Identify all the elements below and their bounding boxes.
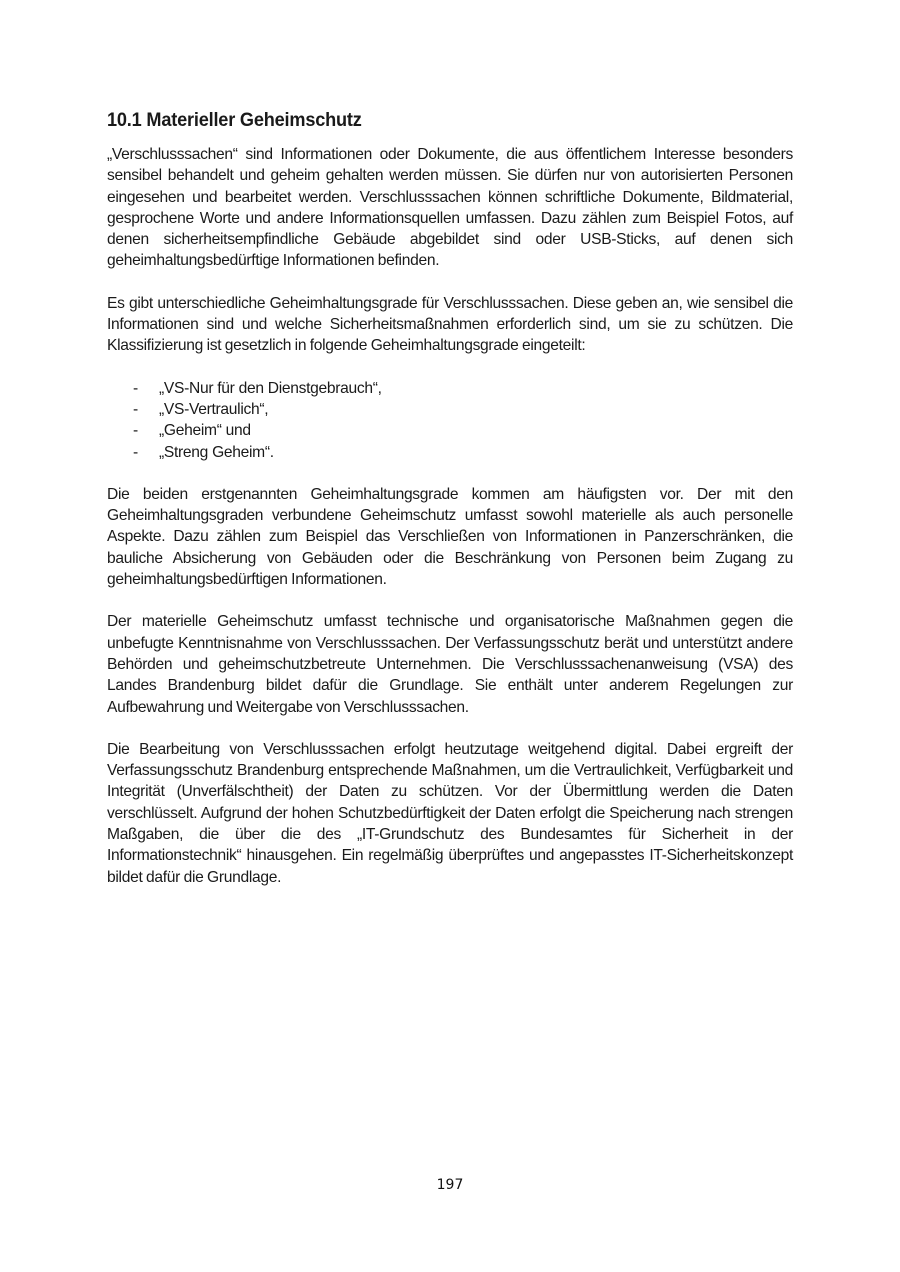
paragraph-geheimschutz-aspekte: Die beiden erstgenannten Geheimhaltungsgrade kommen am häufigsten vor. Der mit den Geheimhaltungsgraden verbundene Geheimschutz umfasst sowohl materielle als auch personelle Aspekte. Dazu zählen zum Beispiel das Verschließen von Informationen in Panzerschränken, die bauliche Absicherung von Gebäuden oder die Beschränkung von Personen beim Zugang zu geheimhaltungsbedürftigen Informationen. — [107, 485, 793, 589]
paragraph-verschlusssachen: „Verschlusssachen“ sind Informationen oder Dokumente, die aus öffentlichem Interesse besonders sensibel behandelt und geheim gehalten werden müssen. Sie dürfen nur von autorisierten Personen eingesehen und bearbeitet werden. Verschlusssachen können schriftliche Dokumente, Bildmaterial, gesprochene Worte und andere Informationsquellen umfassen. Dazu zählen zum Beispiel Fotos, auf denen sicherheitsempfindliche Gebäude abgebildet sind oder USB-Sticks, auf denen sich geheimhaltungsbedürftige Informationen befinden. — [107, 146, 793, 270]
list-item — [107, 378, 793, 399]
page-number: 197 — [436, 1177, 464, 1193]
classification-list — [107, 378, 793, 463]
list-item-text: „VS-Vertraulich“, — [159, 400, 269, 418]
paragraph-digitale-bearbeitung: Die Bearbeitung von Verschlusssachen erfolgt heutzutage weitgehend digital. Dabei ergreift der Verfassungsschutz Brandenburg entsprechende Maßnahmen, um die Vertraulichkeit, Verfügbarkeit und Integrität (Unverfälschtheit) der Daten zu schützen. Vor der Übermittlung werden die Daten verschlüsselt. Aufgrund der hohen Schutzbedürftigkeit der Daten erfolgt die Speicherung nach strengen Maßgaben, die über die des „IT-Grundschutz des Bundesamtes für Sicherheit in der Informationstechnik“ hinausgehen. Ein regelmäßig überprüftes und angepasstes IT-Sicherheitskonzept bildet dafür die Grundlage. — [107, 740, 793, 886]
paragraph-materieller-geheimschutz: Der materielle Geheimschutz umfasst technische und organisatorische Maßnahmen gegen die unbefugte Kenntnisnahme von Verschlusssachen. Der Verfassungsschutz berät und unterstützt andere Behörden und geheimschutzbetreute Unternehmen. Die Verschlusssachenanweisung (VSA) des Landes Brandenburg bildet dafür die Grundlage. Sie enthält unter anderem Regelungen zur Aufbewahrung und Weitergabe von Verschlusssachen. — [107, 613, 793, 716]
list-item — [107, 399, 793, 420]
page-content — [107, 108, 793, 888]
list-bullet: - — [133, 443, 138, 461]
list-item — [107, 442, 793, 463]
list-bullet: - — [133, 379, 138, 397]
paragraph-geheimhaltungsgrade: Es gibt unterschiedliche Geheimhaltungsgrade für Verschlusssachen. Diese geben an, wie sensibel die Informationen sind und welche Sicherheitsmaßnahmen erforderlich sind, um sie zu schützen. Die Klassifizierung ist gesetzlich in folgende Geheimhaltungsgrade eingeteilt: — [107, 294, 793, 355]
list-item — [107, 420, 793, 441]
list-item-text: „Streng Geheim“. — [159, 443, 274, 461]
section-heading: 10.1 Materieller Geheimschutz — [107, 109, 362, 131]
list-bullet: - — [133, 400, 138, 418]
list-item-text: „Geheim“ und — [159, 422, 251, 440]
list-item-text: „VS-Nur für den Dienstgebrauch“, — [159, 379, 382, 397]
list-bullet: - — [133, 422, 138, 440]
